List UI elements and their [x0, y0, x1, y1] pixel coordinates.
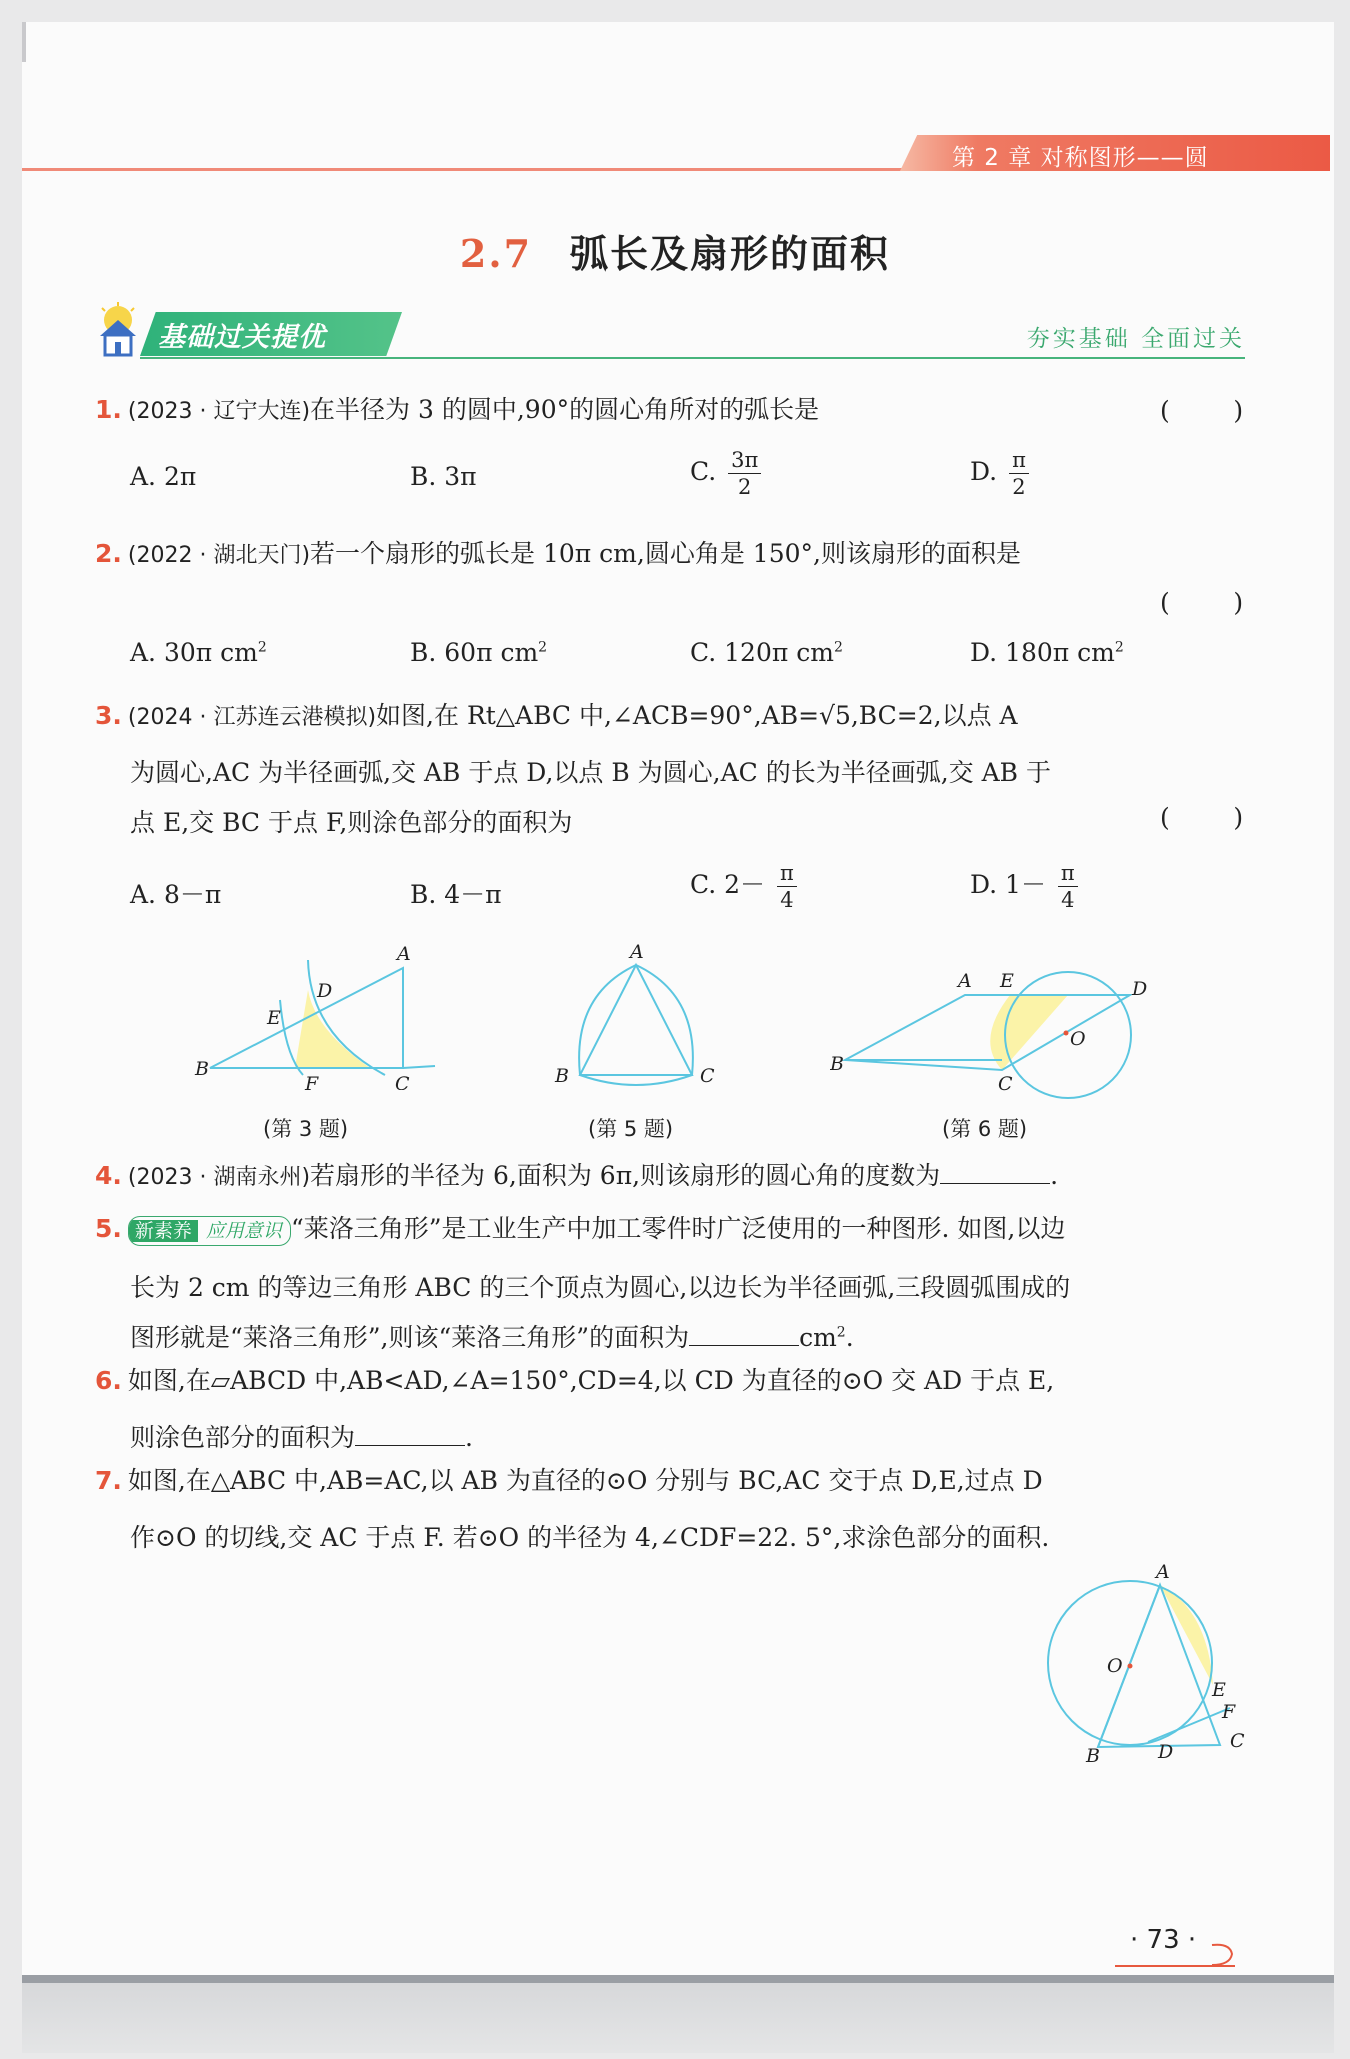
fraction [1009, 447, 1029, 500]
question-number: 7. [95, 1466, 122, 1495]
question-5 [95, 1203, 1065, 1255]
option-a [130, 638, 267, 667]
unit: cm [799, 1323, 837, 1352]
option-text: C. 120π cm [690, 638, 834, 667]
question-text: 如图,在▱ABCD 中,AB<AD,∠A=150°,CD=4,以 CD 为直径的⊙O 交 AD 于点 E, [127, 1366, 1055, 1395]
label-e: E [267, 1007, 281, 1029]
denominator: 4 [780, 888, 794, 912]
question-source: (2024 · 江苏连云港模拟) [127, 705, 377, 730]
superscript: 2 [1114, 639, 1124, 656]
label-c: C [1230, 1730, 1245, 1752]
answer-parentheses: ( ) [1160, 396, 1244, 425]
chapter-title: 第 2 章 对称图形——圆 [952, 145, 1209, 171]
question-text: 若一个扇形的弧长是 10π cm,圆心角是 150°,则该扇形的面积是 [310, 539, 1021, 568]
section-rule [140, 357, 1245, 359]
question-1 [95, 384, 819, 438]
option-d [970, 447, 1029, 500]
option-label: C. [690, 457, 717, 486]
label-b: B [1086, 1745, 1100, 1767]
section-title-text: 弧长及扇形的面积 [570, 231, 891, 276]
figure-caption: (第 3 题) [263, 1117, 349, 1141]
label-a: A [630, 941, 644, 963]
figure-caption: (第 5 题) [588, 1117, 674, 1141]
option-c [690, 860, 797, 913]
option-text: A. 30π cm [130, 638, 258, 667]
answer-blank[interactable] [355, 1419, 465, 1446]
question-7 [95, 1455, 1043, 1507]
period: . [845, 1323, 854, 1352]
question-text-line: 作⊙O 的切线,交 AC 于点 F. 若⊙O 的半径为 4,∠CDF=22. 5°,求涂色部分的面积. [130, 1523, 1050, 1552]
label-f: F [305, 1073, 319, 1090]
question-number: 5. [95, 1214, 122, 1243]
section-slogan: 夯实基础 全面过关 [1026, 326, 1245, 352]
label-e: E [1212, 1679, 1226, 1701]
denominator: 4 [1061, 888, 1075, 912]
option-label: D. 1－ [970, 870, 1046, 899]
question-text: 如图,在 Rt△ABC 中,∠ACB=90°,AB=√5,BC=2,以点 A [376, 701, 1018, 730]
question-text: 则涂色部分的面积为 [130, 1423, 356, 1452]
shaded-region [295, 990, 370, 1068]
label-o: O [1070, 1028, 1086, 1050]
house-icon [96, 302, 140, 358]
label-b: B [195, 1058, 209, 1080]
period: . [1050, 1161, 1059, 1190]
option-a: A. 8－π [130, 880, 222, 909]
question-text: 在半径为 3 的圆中,90°的圆心角所对的弧长是 [310, 395, 820, 424]
fraction [1058, 860, 1078, 913]
label-d: D [317, 980, 333, 1002]
question-number: 1. [95, 395, 122, 424]
superscript: 2 [836, 1324, 846, 1341]
label-b: B [830, 1053, 844, 1075]
label-b: B [555, 1065, 569, 1087]
period: . [465, 1423, 473, 1452]
numerator: π [1009, 447, 1029, 474]
answer-parentheses: ( ) [1160, 803, 1244, 832]
label-o: O [1107, 1655, 1123, 1677]
shaded-region [1160, 1585, 1213, 1685]
label-a: A [397, 943, 411, 965]
tag-main: 新素养 [129, 1220, 198, 1242]
label-c: C [395, 1073, 410, 1090]
question-number: 4. [95, 1161, 122, 1190]
binding-mark [22, 22, 26, 62]
option-c [690, 447, 761, 500]
option-text: B. 60π cm [410, 638, 539, 667]
question-source: (2023 · 辽宁大连) [127, 399, 311, 424]
numerator: π [777, 860, 797, 887]
label-a: A [958, 970, 972, 992]
question-3 [95, 690, 1018, 744]
label-c: C [998, 1073, 1013, 1095]
literacy-tag [128, 1216, 291, 1246]
fraction [777, 860, 797, 913]
option-c [690, 638, 843, 667]
answer-parentheses: ( ) [1160, 588, 1244, 617]
superscript: 2 [833, 639, 843, 656]
section-title [0, 223, 1350, 278]
denominator: 2 [1012, 475, 1026, 499]
label-d: D [1132, 978, 1148, 1000]
label-a: A [1156, 1561, 1170, 1583]
figure-question-5 [550, 940, 730, 1090]
option-label: C. 2－ [690, 870, 766, 899]
question-number: 3. [95, 701, 122, 730]
option-b: B. 3π [410, 462, 477, 491]
question-text: 若扇形的半径为 6,面积为 6π,则该扇形的圆心角的度数为 [310, 1161, 941, 1190]
option-a: A. 2π [130, 462, 197, 491]
figure-question-3 [185, 940, 445, 1090]
answer-blank[interactable] [689, 1319, 799, 1346]
figure-question-6 [830, 960, 1150, 1100]
question-text: 如图,在△ABC 中,AB=AC,以 AB 为直径的⊙O 分别与 BC,AC 交于点 D,E,过点 D [127, 1466, 1043, 1495]
shaded-region [990, 995, 1068, 1070]
option-text: D. 180π cm [970, 638, 1115, 667]
question-6 [95, 1355, 1054, 1407]
question-source: (2023 · 湖南永州) [127, 1165, 311, 1190]
numerator: π [1058, 860, 1078, 887]
denominator: 2 [738, 475, 752, 499]
question-text: “莱洛三角形”是工业生产中加工零件时广泛使用的一种图形. 如图,以边 [290, 1214, 1066, 1243]
section-number: 2.7 [459, 231, 533, 276]
superscript: 2 [538, 639, 548, 656]
fraction [728, 447, 761, 500]
superscript: 2 [257, 639, 267, 656]
question-text: 图形就是“莱洛三角形”,则该“莱洛三角形”的面积为 [130, 1323, 690, 1352]
figure-caption: (第 6 题) [942, 1117, 1028, 1141]
figure-question-7 [1030, 1560, 1260, 1770]
section-label: 基础过关提优 [158, 322, 326, 353]
question-text-line [130, 1418, 473, 1454]
question-text-line: 点 E,交 BC 于点 F,则涂色部分的面积为 [130, 808, 573, 837]
question-text-line: 长为 2 cm 的等边三角形 ABC 的三个顶点为圆心,以边长为半径画弧,三段圆弧围成的 [130, 1273, 1071, 1302]
option-d [970, 860, 1078, 913]
question-text-line [130, 1318, 854, 1354]
label-f: F [1222, 1701, 1236, 1723]
question-4 [95, 1150, 1058, 1204]
question-number: 6. [95, 1366, 122, 1395]
answer-blank[interactable] [940, 1157, 1050, 1184]
question-number: 2. [95, 539, 122, 568]
bottom-page-edge [22, 1975, 1334, 1983]
option-b: B. 4－π [410, 880, 502, 909]
question-2 [95, 528, 1021, 582]
scan-background [22, 1983, 1334, 2053]
numerator: 3π [728, 447, 761, 474]
label-c: C [700, 1065, 715, 1087]
question-text-line: 为圆心,AC 为半径画弧,交 AB 于点 D,以点 B 为圆心,AC 的长为半径画弧,交 AB 于 [130, 758, 1051, 787]
page-curl-icon [1210, 1940, 1240, 1968]
option-b [410, 638, 547, 667]
tag-sub: 应用意识 [205, 1219, 282, 1242]
page-number: · 73 · [1130, 1925, 1197, 1955]
question-source: (2022 · 湖北天门) [127, 543, 311, 568]
option-d [970, 638, 1124, 667]
label-e: E [1000, 970, 1014, 992]
label-d: D [1158, 1741, 1174, 1763]
option-label: D. [970, 457, 998, 486]
